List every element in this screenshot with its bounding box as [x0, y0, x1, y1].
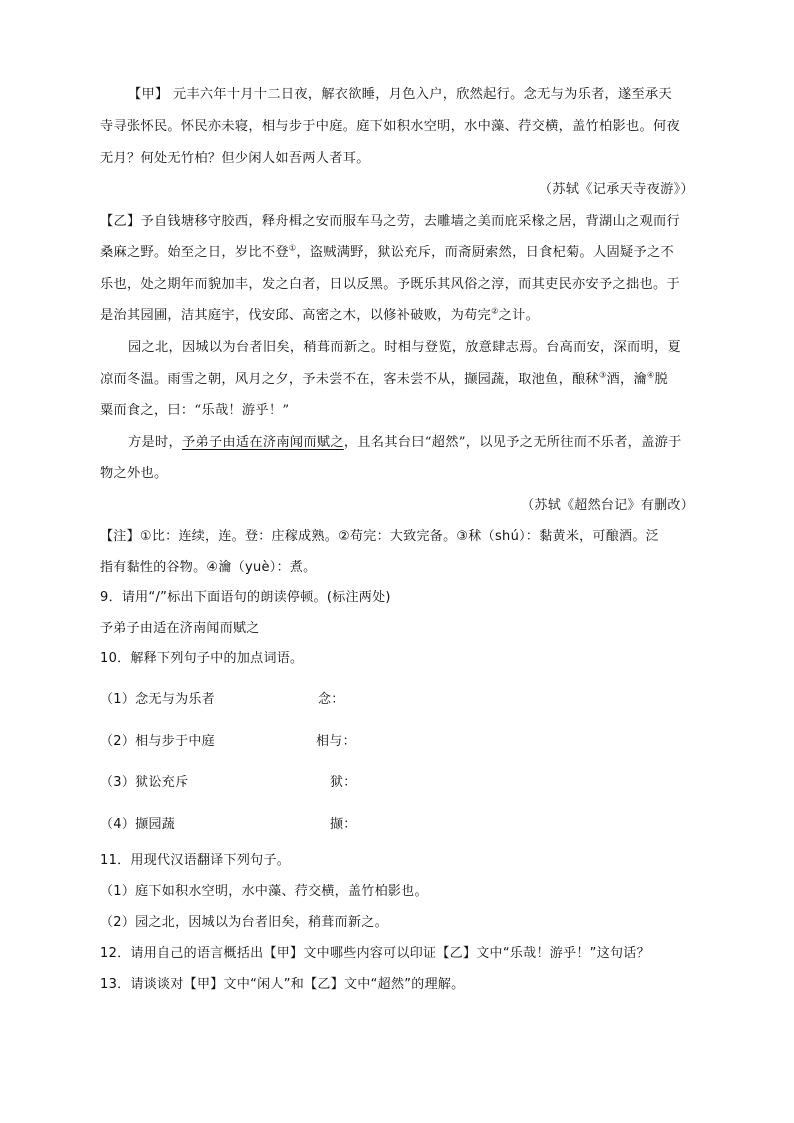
passage-yi-p2-line-2	[100, 368, 668, 387]
passage-yi-p3-line-2: 物之外也。	[100, 466, 168, 481]
question-11-item-2: （2）园之北，因城以为台者旧矣，稍葺而新之。	[100, 915, 388, 930]
passage-yi-p1-line-1: 【乙】予自钱塘移守胶西，释舟楫之安而服车马之劳，去雕墙之美而庇采椽之居，背湖山之观而行	[100, 214, 680, 229]
question-10-item-2: （2）相与步于中庭	[100, 734, 215, 749]
text-span: 酒，瀹	[606, 372, 647, 387]
passage-jia-source: （苏轼《记承天寺夜游》）	[538, 182, 694, 197]
text-span: 凉而冬温。雨雪之朝，风月之夕，予未尝不在，客未尝不从，撷园蔬，取池鱼，酿秫	[100, 372, 600, 387]
question-13: 13．请谈谈对【甲】文中“闲人”和【乙】文中“超然”的理解。	[100, 977, 465, 992]
passage-yi-p1-line-2	[100, 241, 674, 260]
question-10-item-3-word: 狱：	[330, 775, 357, 790]
question-10-item-3: （3）狱讼充斥	[100, 775, 189, 790]
question-9-sentence: 予弟子由适在济南闻而赋之	[100, 621, 260, 636]
notes-line-2: 指有黏性的谷物。④瀹（yuè）：煮。	[100, 560, 317, 575]
passage-jia-line-3: 无月？何处无竹柏？但少闲人如吾两人者耳。	[100, 151, 370, 166]
passage-yi-p1-line-4	[100, 304, 539, 323]
question-10-item-1: （1）念无与为乐者	[100, 692, 215, 707]
passage-jia-line-1: 【甲】 元丰六年十月十二日夜，解衣欲睡，月色入户，欣然起行。念无与为乐者，遂至承天	[128, 87, 672, 102]
text-span: ，盗贼满野，狱讼充斥，而斋厨索然，日食杞菊。人固疑予之不	[296, 245, 674, 260]
footnote-marker: ①	[288, 243, 297, 253]
text-span: 方是时，	[128, 435, 182, 450]
passage-yi-p1-line-3: 乐也，处之期年而貌加丰，发之白者，日以反黑。予既乐其风俗之淳，而其吏民亦安予之拙也。于	[100, 277, 680, 292]
question-10-item-2-word: 相与：	[316, 734, 356, 749]
underlined-sentence: 予弟子由适在济南闻而赋之	[181, 435, 344, 450]
question-12: 12．请用自己的语言概括出【甲】文中哪些内容可以印证【乙】文中“乐哉！游乎！”这句话？	[100, 946, 650, 961]
text-span: 桑麻之野。始至之日，岁比不登	[100, 245, 289, 260]
passage-yi-source: （苏轼《超然台记》有删改）	[521, 498, 694, 513]
question-9: 9．请用“/”标出下面语句的朗读停顿。(标注两处)	[100, 590, 391, 605]
text-span: ，且名其台曰“超然”，以见予之无所往而不乐者，盖游于	[343, 435, 682, 450]
question-11-item-1: （1）庭下如积水空明，水中藻、荇交横，盖竹柏影也。	[100, 884, 428, 899]
footnote-marker: ④	[647, 370, 655, 380]
question-10-item-4: （4）撷园蔬	[100, 817, 176, 832]
text-span: 脱	[654, 372, 668, 387]
footnote-marker: ②	[491, 306, 499, 316]
passage-yi-p3-line-1	[128, 431, 682, 450]
passage-jia-line-2: 寺寻张怀民。怀民亦未寝，相与步于中庭。庭下如积水空明，水中藻、荇交横，盖竹柏影也。何夜	[100, 119, 680, 134]
text-span: 之计。	[498, 308, 540, 323]
question-10-item-1-word: 念：	[318, 692, 345, 707]
question-11: 11．用现代汉语翻译下列句子。	[100, 853, 291, 868]
passage-yi-p2-line-1: 园之北，因城以为台者旧矣，稍葺而新之。时相与登览，放意肆志焉。台高而安，深而明，夏	[128, 340, 681, 355]
text-span: 是治其园圃，洁其庭宇，伐安邱、高密之木，以修补破败，为苟完	[100, 308, 492, 323]
footnote-marker: ③	[599, 370, 607, 380]
notes-line-1: 【注】①比：连续，连。登：庄稼成熟。②苟完：大致完备。③秫（shú）：黏黄米，可酿酒。泛	[100, 529, 659, 544]
passage-yi-p2-line-3: 粟而食之，曰：“乐哉！游乎！”	[100, 403, 290, 418]
question-10-item-4-word: 撷：	[330, 817, 357, 832]
question-10: 10．解释下列句子中的加点词语。	[100, 651, 304, 666]
